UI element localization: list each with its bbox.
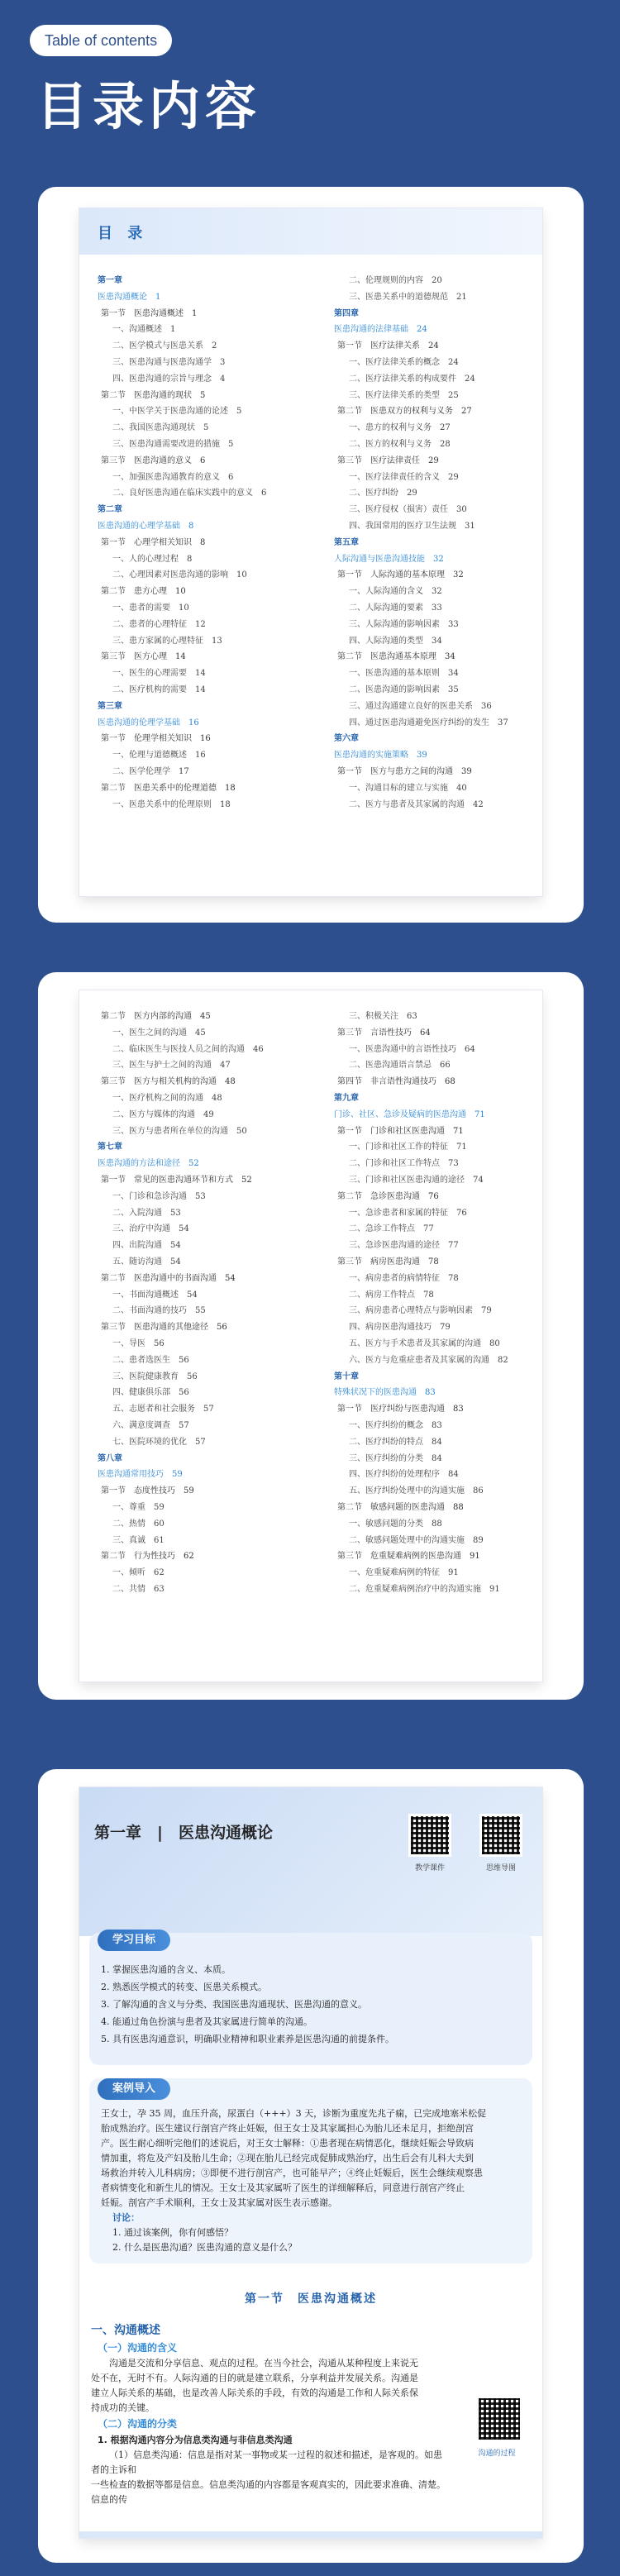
toc-subsection[interactable]: 二、患者选医生 56 — [112, 1355, 189, 1365]
toc-subsection[interactable]: 二、书面沟通的技巧 55 — [112, 1306, 206, 1316]
toc-subsection[interactable]: 一、倾听 62 — [112, 1568, 165, 1578]
toc-subsection[interactable]: 五、医疗纠纷处理中的沟通实施 86 — [349, 1486, 484, 1496]
toc-section[interactable]: 第一节 人际沟通的基本原理 32 — [337, 570, 464, 580]
toc-section[interactable]: 第二节 急诊医患沟通 76 — [337, 1191, 439, 1201]
paragraph-line: 处不在，无时不有。人际沟通的目的就是建立联系，分享利益并发展关系。沟通是 — [91, 2373, 418, 2383]
toc-subsection[interactable]: 二、临床医生与医技人员之间的沟通 46 — [112, 1044, 264, 1054]
toc-subsection[interactable]: 一、医疗法律关系的概念 24 — [349, 357, 459, 367]
toc-subsection[interactable]: 一、医疗机构之间的沟通 48 — [112, 1093, 222, 1103]
toc-section[interactable]: 第二节 敏感问题的医患沟通 88 — [337, 1502, 464, 1512]
toc-subsection[interactable]: 五、志愿者和社会服务 57 — [112, 1405, 214, 1414]
toc-section[interactable]: 第一节 医疗法律关系 24 — [337, 341, 439, 351]
toc-subsection[interactable]: 一、医患沟通的基本原则 34 — [349, 669, 459, 679]
learning-goals-tag: 学习目标 — [98, 1930, 170, 1951]
chapter-page — [79, 1787, 542, 2538]
case-line: 妊娠。剖宫产手术顺利，王女士及其家属对医生表示感谢。 — [101, 2197, 337, 2208]
goal-item: 4. 能通过角色扮演与患者及其家属进行简单的沟通。 — [101, 2016, 312, 2027]
toc-subsection[interactable]: 二、病房工作特点 78 — [349, 1290, 434, 1300]
toc-subsection[interactable]: 一、伦理与道德概述 16 — [112, 751, 206, 761]
toc-subsection[interactable]: 三、急诊医患沟通的途径 77 — [349, 1241, 459, 1251]
toc-chapter-title[interactable]: 医患沟通常用技巧 59 — [98, 1470, 183, 1480]
toc-subsection[interactable]: 五、医方与手术患者及其家属的沟通 80 — [349, 1338, 500, 1348]
qr-code-icon[interactable] — [408, 1814, 451, 1857]
toc-subsection[interactable]: 三、门诊和社区医患沟通的途径 74 — [349, 1175, 484, 1185]
qr-caption: 教学课件 — [414, 1864, 445, 1872]
toc-section[interactable]: 第二节 行为性技巧 62 — [101, 1552, 194, 1562]
toc-subsection[interactable]: 一、医疗法律责任的含义 29 — [349, 472, 459, 482]
toc-chapter-title[interactable]: 医患沟通的心理学基础 8 — [98, 521, 194, 531]
case-body — [101, 2106, 522, 2255]
toc-column-right — [334, 1009, 551, 1598]
section-body — [91, 2321, 446, 2507]
learning-goals-box — [89, 1933, 532, 2065]
goal-item: 2. 熟悉医学模式的转变、医患关系模式。 — [101, 1982, 267, 1992]
toc-subsection[interactable]: 一、患方的权利与义务 27 — [349, 423, 451, 433]
toc-subsection[interactable]: 二、热情 60 — [112, 1519, 165, 1529]
toc-section[interactable]: 第二节 医患沟通基本原理 34 — [337, 652, 455, 662]
toc-subsection[interactable]: 三、积极关注 63 — [349, 1012, 417, 1021]
toc-subsection[interactable]: 一、门诊和急诊沟通 53 — [112, 1191, 206, 1201]
toc-subsection[interactable]: 一、医患关系中的伦理原则 18 — [112, 799, 231, 809]
toc-subsection[interactable]: 二、医疗纠纷的特点 84 — [349, 1437, 442, 1447]
toc-chapter-number[interactable]: 第十章 — [334, 1371, 359, 1381]
heading-3: 1. 根据沟通内容分为信息类沟通与非信息类沟通 — [98, 2435, 293, 2445]
toc-subsection[interactable]: 四、医疗纠纷的处理程序 84 — [349, 1470, 459, 1480]
toc-section[interactable]: 第一节 态度性技巧 59 — [101, 1486, 194, 1496]
toc-subsection[interactable]: 四、通过医患沟通避免医疗纠纷的发生 37 — [349, 718, 508, 727]
case-line: 者病情变化和新生儿的情况。王女士及其家属听了医生的详细解释后，同意进行剖宫产终止 — [101, 2182, 465, 2193]
toc-chapter-number[interactable]: 第七章 — [98, 1143, 122, 1152]
toc-chapter-number[interactable]: 第六章 — [334, 734, 359, 744]
discussion-label: 讨论： — [112, 2212, 140, 2223]
toc-subsection[interactable]: 六、医方与危重症患者及其家属的沟通 82 — [349, 1355, 508, 1365]
toc-subsection[interactable]: 一、导医 56 — [112, 1338, 165, 1348]
toc-section[interactable]: 第一节 常见的医患沟通环节和方式 52 — [101, 1175, 252, 1185]
toc-subsection[interactable]: 一、急诊患者和家属的特征 76 — [349, 1208, 467, 1218]
page-footer-band — [79, 2531, 542, 2538]
toc-subsection[interactable]: 一、医生之间的沟通 45 — [112, 1028, 206, 1038]
toc-subsection[interactable]: 一、人的心理过程 8 — [112, 554, 193, 564]
toc-subsection[interactable]: 二、良好医患沟通在临床实践中的意义 6 — [112, 489, 267, 499]
toc-subsection[interactable]: 一、沟通概述 1 — [112, 325, 176, 335]
toc-section[interactable]: 第三节 病房医患沟通 78 — [337, 1257, 439, 1267]
paragraph-line: 建立人际关系的基础，也是改善人际关系的手段，有效的沟通是工作和人际关系保 — [91, 2388, 418, 2398]
toc-subsection[interactable]: 四、医患沟通的宗旨与理念 4 — [112, 374, 226, 384]
toc-subsection[interactable]: 四、病房医患沟通技巧 79 — [349, 1323, 451, 1333]
section-title: 第一节 医患沟通概述 — [245, 2292, 377, 2306]
toc-subsection[interactable]: 三、医疗侵权（损害）责任 30 — [349, 505, 467, 515]
goal-item: 5. 具有医患沟通意识，明确职业精神和职业素养是医患沟通的前提条件。 — [101, 2034, 394, 2044]
toc-subsection[interactable]: 三、病房患者心理特点与影响因素 79 — [349, 1306, 492, 1316]
page-title: 目录内容 — [36, 76, 262, 136]
toc-subsection[interactable]: 四、出院沟通 54 — [112, 1241, 181, 1251]
toc-chapter-title[interactable]: 医患沟通的实施策略 39 — [334, 751, 427, 761]
toc-subsection[interactable]: 二、门诊和社区工作特点 73 — [349, 1159, 459, 1169]
heading-1: 一、沟通概述 — [91, 2324, 160, 2337]
toc-subsection[interactable]: 一、尊重 59 — [112, 1502, 165, 1512]
toc-section[interactable]: 第三节 医患沟通的其他途径 56 — [101, 1323, 227, 1333]
toc-subsection[interactable]: 三、患方家属的心理特征 13 — [112, 636, 222, 646]
toc-subsection[interactable]: 二、伦理规则的内容 20 — [349, 276, 442, 285]
toc-chapter-number[interactable]: 第一章 — [98, 276, 122, 285]
toc-subsection[interactable]: 一、门诊和社区工作的特征 71 — [349, 1143, 467, 1152]
toc-subsection[interactable]: 二、医患沟通的影响因素 35 — [349, 685, 459, 694]
toc-subsection[interactable]: 一、加强医患沟通教育的意义 6 — [112, 472, 234, 482]
toc-subsection[interactable]: 一、人际沟通的含义 32 — [349, 587, 442, 597]
toc-subsection[interactable]: 二、急诊工作特点 77 — [349, 1224, 434, 1234]
toc-subsection[interactable]: 三、医患沟通需要改进的措施 5 — [112, 439, 234, 449]
toc-subsection[interactable]: 二、医方与媒体的沟通 49 — [112, 1109, 214, 1119]
toc-card-2 — [38, 972, 584, 1700]
toc-subsection[interactable]: 三、医疗法律关系的类型 25 — [349, 390, 459, 400]
toc-subsection[interactable]: 三、医生与护士之间的沟通 47 — [112, 1061, 231, 1071]
toc-subsection[interactable]: 一、医生的心理需要 14 — [112, 669, 206, 679]
toc-chapter-title[interactable]: 医患沟通的伦理学基础 16 — [98, 718, 199, 727]
toc-heading: 目 录 — [98, 225, 148, 242]
discussion-question: 2. 什么是医患沟通？医患沟通的意义是什么？ — [112, 2242, 297, 2253]
toc-section[interactable]: 第三节 医方心理 14 — [101, 652, 186, 662]
toc-section[interactable]: 第三节 医疗法律责任 29 — [337, 456, 439, 465]
toc-subsection[interactable]: 二、患者的心理特征 12 — [112, 619, 206, 629]
toc-chapter-number[interactable]: 第八章 — [98, 1453, 122, 1463]
toc-pill: Table of contents — [30, 25, 172, 56]
toc-chapter-title[interactable]: 医患沟通概论 1 — [98, 292, 161, 302]
goal-item: 3. 了解沟通的含义与分类、我国医患沟通现状、医患沟通的意义。 — [101, 1999, 367, 2010]
toc-subsection[interactable]: 一、中医学关于医患沟通的论述 5 — [112, 407, 242, 417]
toc-section[interactable]: 第三节 医患沟通的意义 6 — [101, 456, 206, 465]
toc-chapter-title[interactable]: 人际沟通与医患沟通技能 32 — [334, 554, 444, 564]
toc-subsection[interactable]: 二、我国医患沟通现状 5 — [112, 423, 209, 433]
toc-subsection[interactable]: 一、沟通目标的建立与实施 40 — [349, 783, 467, 793]
paragraph-line: 持成功的关键。 — [91, 2402, 155, 2413]
heading-2: （一）沟通的含义 — [98, 2342, 178, 2354]
toc-chapter-number[interactable]: 第三章 — [98, 701, 122, 711]
toc-section[interactable]: 第一节 医疗纠纷与医患沟通 83 — [337, 1405, 464, 1414]
toc-subsection[interactable]: 一、书面沟通概述 54 — [112, 1290, 198, 1300]
toc-subsection[interactable]: 一、危重疑难病例的特征 91 — [349, 1568, 459, 1578]
toc-subsection[interactable]: 二、危重疑难病例治疗中的沟通实施 91 — [349, 1584, 500, 1594]
toc-section[interactable]: 第二节 医患沟通的现状 5 — [101, 390, 206, 400]
toc-section[interactable]: 第二节 医患关系中的伦理道德 18 — [101, 783, 236, 793]
toc-chapter-number[interactable]: 第九章 — [334, 1093, 359, 1103]
toc-subsection[interactable]: 三、真诚 61 — [112, 1535, 165, 1545]
toc-subsection[interactable]: 三、人际沟通的影响因素 33 — [349, 619, 459, 629]
chapter-preview-card — [38, 1769, 584, 2563]
discussion-question: 1. 通过该案例，你有何感悟？ — [112, 2227, 233, 2238]
toc-subsection[interactable]: 二、医疗法律关系的构成要件 24 — [349, 374, 475, 384]
toc-section[interactable]: 第一节 伦理学相关知识 16 — [101, 734, 211, 744]
toc-subsection[interactable]: 三、医患关系中的道德规范 21 — [349, 292, 467, 302]
toc-subsection[interactable]: 四、人际沟通的类型 34 — [349, 636, 442, 646]
toc-subsection[interactable]: 一、医患沟通中的言语性技巧 64 — [349, 1044, 475, 1054]
toc-section[interactable]: 第三节 危重疑难病例的医患沟通 91 — [337, 1552, 480, 1562]
toc-column-left — [98, 1009, 314, 1598]
toc-subsection[interactable]: 二、医学伦理学 17 — [112, 766, 189, 776]
toc-chapter-title[interactable]: 特殊状况下的医患沟通 83 — [334, 1388, 436, 1398]
toc-subsection[interactable]: 三、医方与患者所在单位的沟通 50 — [112, 1126, 247, 1136]
case-line: 胎成熟治疗。医生建议行剖宫产终止妊娠，但王女士及其家属担心为胎儿还未足月，拒绝剖宫 — [101, 2123, 474, 2134]
toc-chapter-title[interactable]: 门诊、社区、急诊及疑病的医患沟通 71 — [334, 1109, 485, 1119]
paragraph-line: 沟通是交流和分享信息、观点的过程。在当今社会，沟通从某种程度上来说无 — [109, 2358, 418, 2368]
toc-subsection[interactable]: 二、人际沟通的要素 33 — [349, 603, 442, 613]
toc-column-right — [334, 273, 551, 813]
toc-chapter-number[interactable]: 第四章 — [334, 308, 359, 318]
qr-code-icon[interactable] — [479, 1814, 522, 1857]
toc-subsection[interactable]: 四、我国常用的医疗卫生法规 31 — [349, 521, 475, 531]
toc-page-1 — [79, 208, 542, 896]
toc-section[interactable]: 第二节 患方心理 10 — [101, 587, 186, 597]
toc-subsection[interactable]: 三、医患沟通与医患沟通学 3 — [112, 357, 226, 367]
toc-section[interactable]: 第二节 医方内部的沟通 45 — [101, 1012, 211, 1021]
toc-subsection[interactable]: 七、医院环境的优化 57 — [112, 1437, 206, 1447]
toc-subsection[interactable]: 二、心理因素对医患沟通的影响 10 — [112, 570, 247, 580]
heading-2: （二）沟通的分类 — [98, 2418, 178, 2430]
toc-subsection[interactable]: 二、医疗纠纷 29 — [349, 489, 417, 499]
case-line: 产。医生耐心细听完他们的述说后，对王女士解释：①患者现在病情恶化，继续妊娠会导致病 — [101, 2138, 474, 2149]
chapter-header — [79, 1787, 542, 1936]
toc-subsection[interactable]: 六、满意度调查 57 — [112, 1420, 189, 1430]
case-line: 王女士，孕 35 周，血压升高，尿蛋白（+++）3 天，诊断为重度先兆子痫，已完成地塞米松促 — [101, 2108, 487, 2119]
toc-subsection[interactable]: 三、医院健康教育 56 — [112, 1371, 198, 1381]
toc-chapter-title[interactable]: 医患沟通的方法和途径 52 — [98, 1159, 199, 1169]
toc-subsection[interactable]: 三、医疗纠纷的分类 84 — [349, 1453, 442, 1463]
toc-page-2 — [79, 990, 542, 1682]
toc-subsection[interactable]: 一、患者的需要 10 — [112, 603, 189, 613]
case-line: 情加重，将危及产妇及胎儿生命；②现在胎儿已经完成促肺成熟治疗，出生后会有儿科大夫到 — [101, 2153, 474, 2163]
toc-subsection[interactable]: 一、医疗纠纷的概念 83 — [349, 1420, 442, 1430]
toc-subsection[interactable]: 三、治疗中沟通 54 — [112, 1224, 189, 1234]
paragraph-line: 一些检查的数据等都是信息。信息类沟通的内容都是客观真实的，因此要求准确、清楚。信息的传 — [91, 2479, 446, 2505]
toc-subsection[interactable]: 二、医方与患者及其家属的沟通 42 — [349, 799, 484, 809]
qr-caption: 思维导图 — [485, 1864, 516, 1872]
qr-code-icon[interactable] — [476, 2396, 522, 2442]
toc-section[interactable]: 第三节 医方与相关机构的沟通 48 — [101, 1077, 236, 1087]
toc-section[interactable]: 第二节 医患沟通中的书面沟通 54 — [101, 1273, 236, 1283]
toc-subsection[interactable]: 三、通过沟通建立良好的医患关系 36 — [349, 701, 492, 711]
goal-item: 1. 掌握医患沟通的含义、本质。 — [101, 1964, 231, 1975]
toc-subsection[interactable]: 一、敏感问题的分类 88 — [349, 1519, 442, 1529]
paragraph-line: （1）信息类沟通：信息是指对某一事物或某一过程的叙述和描述，是客观的。如患者的主诉和 — [91, 2450, 442, 2475]
toc-subsection[interactable]: 二、医学模式与医患关系 2 — [112, 341, 217, 351]
toc-card-1 — [38, 187, 584, 923]
toc-section[interactable]: 第四节 非言语性沟通技巧 68 — [337, 1077, 455, 1087]
top-banner — [0, 0, 620, 165]
toc-chapter-number[interactable]: 第五章 — [334, 537, 359, 547]
case-line: 场救治并转入儿科病房；③即便不进行剖宫产，也可能早产；④终止妊娠后，医生会继续观察患 — [101, 2168, 483, 2178]
toc-subsection[interactable]: 二、医方的权利与义务 28 — [349, 439, 451, 449]
toc-subsection[interactable]: 四、健康俱乐部 56 — [112, 1388, 189, 1398]
toc-subsection[interactable]: 二、敏感问题处理中的沟通实施 89 — [349, 1535, 484, 1545]
toc-subsection[interactable]: 五、随访沟通 54 — [112, 1257, 181, 1267]
toc-section[interactable]: 第二节 医患双方的权利与义务 27 — [337, 407, 472, 417]
toc-chapter-title[interactable]: 医患沟通的法律基础 24 — [334, 325, 427, 335]
toc-subsection[interactable]: 二、医疗机构的需要 14 — [112, 685, 206, 694]
toc-section[interactable]: 第一节 医患沟通概述 1 — [101, 308, 198, 318]
learning-goals-list — [101, 1961, 522, 2048]
toc-subsection[interactable]: 二、共情 63 — [112, 1584, 165, 1594]
toc-chapter-number[interactable]: 第二章 — [98, 505, 122, 515]
toc-section[interactable]: 第一节 心理学相关知识 8 — [101, 537, 206, 547]
toc-section[interactable]: 第一节 医方与患方之间的沟通 39 — [337, 766, 472, 776]
toc-column-left — [98, 273, 314, 813]
toc-subsection[interactable]: 二、医患沟通语言禁忌 66 — [349, 1061, 451, 1071]
case-intro-tag: 案例导入 — [98, 2078, 170, 2100]
qr-caption: 沟通的过程 — [478, 2450, 516, 2458]
toc-section[interactable]: 第三节 言语性技巧 64 — [337, 1028, 431, 1038]
chapter-title: 第一章 | 医患沟通概论 — [94, 1824, 273, 1842]
toc-subsection[interactable]: 一、病房患者的病情特征 78 — [349, 1273, 459, 1283]
toc-subsection[interactable]: 二、入院沟通 53 — [112, 1208, 181, 1218]
case-intro-box — [89, 2078, 532, 2264]
toc-section[interactable]: 第一节 门诊和社区医患沟通 71 — [337, 1126, 464, 1136]
toc-header — [79, 208, 542, 255]
